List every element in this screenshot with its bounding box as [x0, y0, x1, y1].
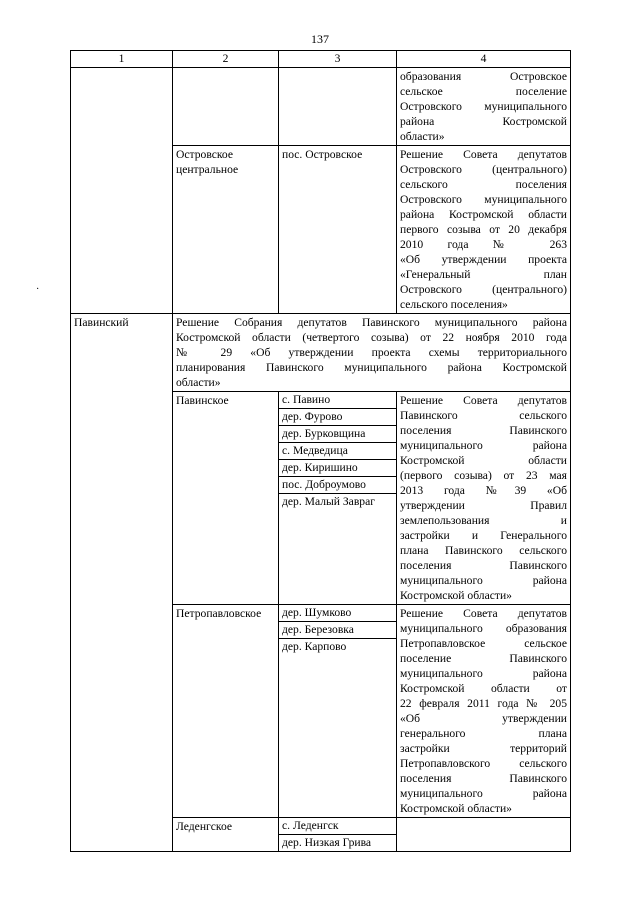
- decision-line: образования Островское: [400, 70, 567, 83]
- village-name: дер. Фурово: [279, 409, 396, 426]
- decision-cell: [397, 605, 571, 818]
- decision-line: сельского поселения»: [400, 298, 508, 311]
- decision-line: Островского муниципального: [400, 193, 567, 206]
- village-name: дер. Березовка: [279, 622, 396, 639]
- decision-line: Островского (центрального): [400, 163, 567, 176]
- settlement-name: Островское центральное: [173, 146, 279, 314]
- decision-line: «Генеральный план: [400, 268, 567, 281]
- decision-line: поселения Павинского: [400, 772, 567, 785]
- decision-line: землепользования и: [400, 514, 567, 527]
- decision-line: Решение Собрания депутатов Павинского муниципального района: [176, 316, 567, 329]
- decision-line: планирования Павинского муниципального района Костромской: [176, 361, 567, 374]
- village-cell-empty: [279, 68, 397, 146]
- column-header: 4: [397, 51, 571, 68]
- decision-line: № 29 «Об утверждении проекта схемы территориального: [176, 346, 567, 359]
- column-header: 2: [173, 51, 279, 68]
- decision-line: Костромской области: [400, 454, 567, 467]
- stray-mark: ·: [36, 284, 40, 295]
- settlement-name: Петропавловское: [173, 605, 279, 818]
- decision-line: муниципального района: [400, 574, 567, 587]
- decision-line: «Об утверждении: [400, 712, 567, 725]
- decision-line: «Об утверждении проекта: [400, 253, 567, 266]
- village-name: с. Медведица: [279, 443, 396, 460]
- decision-cell: [397, 392, 571, 605]
- decision-line: поселение Павинского: [400, 652, 567, 665]
- table-row: [71, 314, 571, 392]
- village-name: пос. Островское: [279, 146, 397, 314]
- village-list: [279, 605, 397, 818]
- village-list: [279, 392, 397, 605]
- decision-line: Костромской области»: [400, 802, 512, 815]
- village-list: [279, 818, 397, 852]
- settlement-name: Павинское: [173, 392, 279, 605]
- decision-cell-empty: [397, 818, 571, 852]
- decision-line: муниципального района: [400, 667, 567, 680]
- decision-line: генерального плана: [400, 727, 567, 740]
- decision-cell: [397, 68, 571, 146]
- decision-line: плана Павинского сельского: [400, 544, 567, 557]
- district-cell-empty: [71, 68, 173, 314]
- decision-line: сельское поселение: [400, 85, 567, 98]
- decision-line: Островского муниципального: [400, 100, 567, 113]
- page-number: 137: [311, 32, 329, 46]
- village-name: дер. Шумково: [279, 605, 396, 622]
- decision-line: Петропавловское сельское: [400, 637, 567, 650]
- decision-line: сельского поселения: [400, 178, 567, 191]
- decision-line: застройки и Генерального: [400, 529, 567, 542]
- decision-line: области»: [400, 130, 445, 143]
- village-name: с. Леденгск: [279, 818, 396, 835]
- column-header: 3: [279, 51, 397, 68]
- decision-line: Павинского сельского: [400, 409, 567, 422]
- village-name: с. Павино: [279, 392, 396, 409]
- decision-line: первого созыва от 20 декабря: [400, 223, 567, 236]
- district-decision-cell: [173, 314, 571, 392]
- decision-line: муниципального образования: [400, 622, 567, 635]
- settlement-name: Леденгское: [173, 818, 279, 852]
- decision-line: района Костромской области: [400, 208, 567, 221]
- decision-line: поселения Павинского: [400, 559, 567, 572]
- decision-line: (первого созыва) от 23 мая: [400, 469, 567, 482]
- decision-line: муниципального района: [400, 787, 567, 800]
- decision-line: Костромской области от: [400, 682, 567, 695]
- decision-line: утверждении Правил: [400, 499, 567, 512]
- decision-line: Решение Совета депутатов: [400, 607, 567, 620]
- decision-line: поселения Павинского: [400, 424, 567, 437]
- table-row: [71, 68, 571, 146]
- decision-line: области»: [176, 376, 221, 389]
- decision-cell: [397, 146, 571, 314]
- settlements-table: [70, 50, 571, 852]
- decision-line: застройки территорий: [400, 742, 567, 755]
- decision-line: Решение Совета депутатов: [400, 394, 567, 407]
- decision-line: Островского (центрального): [400, 283, 567, 296]
- decision-line: 2010 года № 263: [400, 238, 567, 251]
- village-name: дер. Карпово: [282, 640, 347, 653]
- header-row: [71, 51, 571, 68]
- decision-line: района Костромской: [400, 115, 567, 128]
- settlement-cell-empty: [173, 68, 279, 146]
- column-header: 1: [71, 51, 173, 68]
- decision-line: Петропавловского сельского: [400, 757, 567, 770]
- decision-line: муниципального района: [400, 439, 567, 452]
- decision-line: 22 февраля 2011 года № 205: [400, 697, 567, 710]
- decision-line: Костромской области»: [400, 589, 512, 602]
- village-name: дер. Низкая Грива: [282, 836, 372, 849]
- decision-line: Костромской области (четвертого созыва) от 22 ноября 2010 года: [176, 331, 567, 344]
- district-name: Павинский: [71, 314, 173, 852]
- decision-line: Решение Совета депутатов: [400, 148, 567, 161]
- village-name: дер. Малый Завраг: [282, 495, 375, 508]
- village-name: дер. Киришино: [279, 460, 396, 477]
- decision-line: 2013 года №39 «Об: [400, 484, 567, 497]
- village-name: пос. Доброумово: [279, 477, 396, 494]
- village-name: дер. Бурковщина: [279, 426, 396, 443]
